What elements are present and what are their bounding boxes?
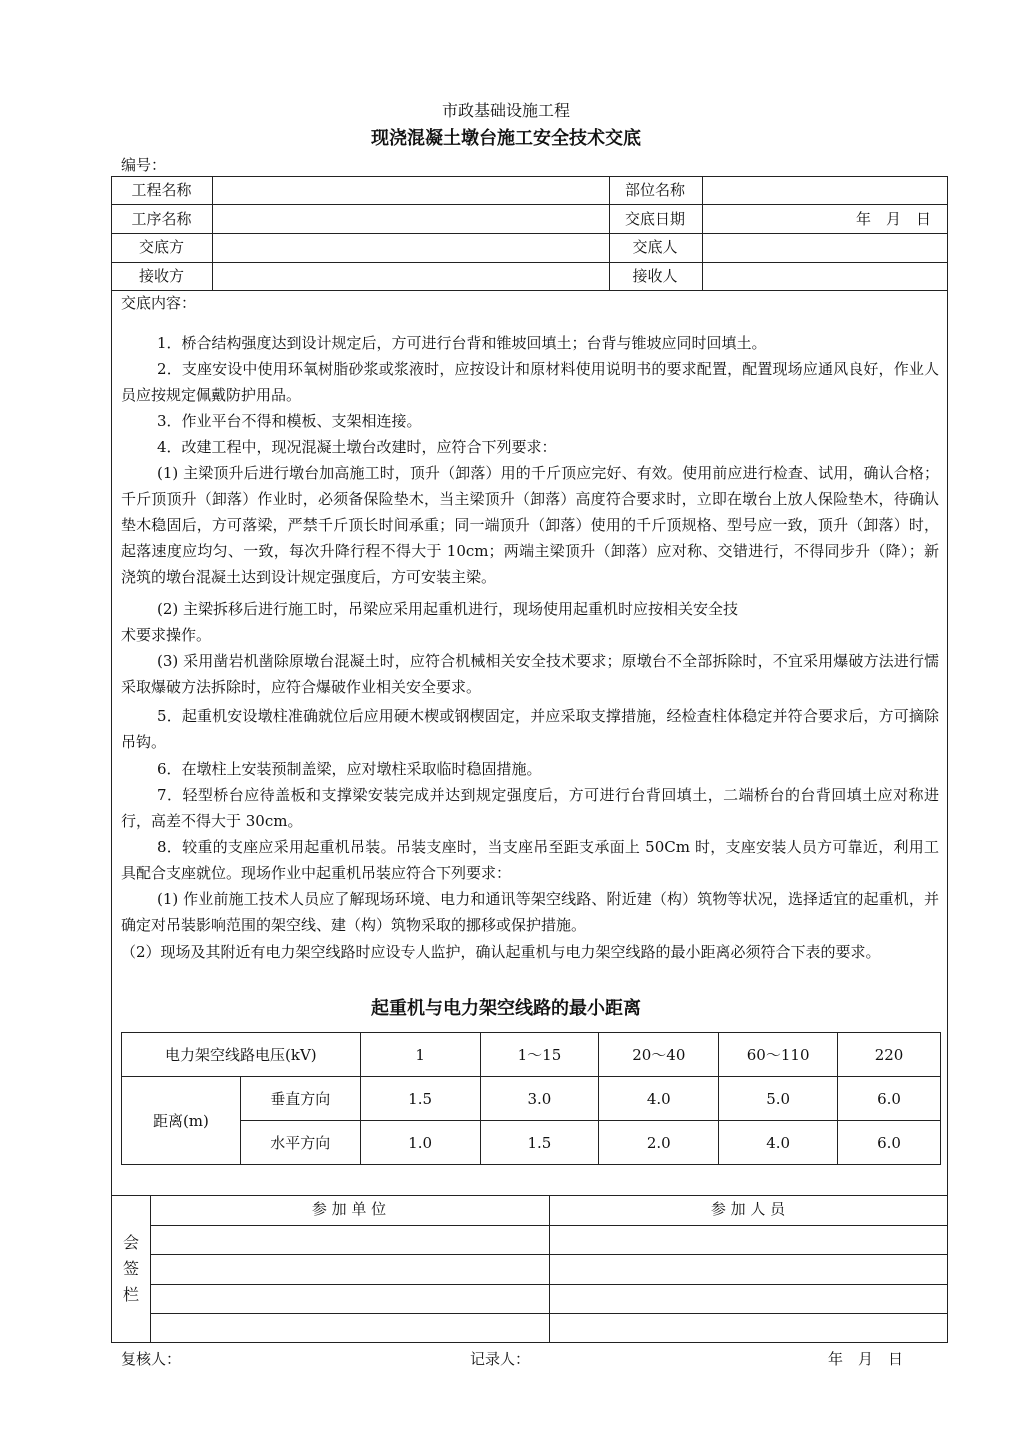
content-paragraph: 7．轻型桥台应待盖板和支撑梁安装完成并达到规定强度后，方可进行台背回填土，二端桥台的台背回填土应对称进行，高差不得大于 30cm。 — [121, 786, 939, 830]
process-name-label: 工序名称 — [131, 210, 192, 228]
horizontal-value: 1.5 — [480, 1121, 599, 1165]
voltage-cell: 1 — [360, 1033, 480, 1077]
content-paragraph: 4．改建工程中，现况混凝土墩台改建时，应符合下列要求： — [157, 438, 557, 456]
voltage-label: 电力架空线路电压(kV) — [122, 1033, 361, 1077]
content-paragraph: (1) 主梁顶升后进行墩台加高施工时，顶升（卸落）用的千斤顶应完好、有效。使用前应进行检查、试用，确认合格；千斤顶顶升（卸落）作业时，必须备保险垫木，当主梁顶升（卸落）高度符合要求时，立即在墩台上放人保险垫木，待确认垫木稳固后，方可落梁，严禁千斤顶长时间承重；同一端顶升（卸落）使用的千斤顶规格、型号应一致，顶升（卸落）时，起落速度应均匀、一致，每次升降行程不得大于 10cm；两端主梁顶升（卸落）应对称、交错进行，不得同步升（降）；新浇筑的墩台混凝土达到设计规定强度后，方可安装主梁。 — [121, 464, 939, 586]
signature-char: 会 — [122, 1233, 139, 1252]
voltage-cell: 1～15 — [480, 1033, 599, 1077]
horizontal-value: 6.0 — [838, 1121, 941, 1165]
part-name-label: 部位名称 — [624, 181, 685, 199]
footer-date: 年 月 日 — [828, 1350, 904, 1368]
voltage-cell: 20～40 — [599, 1033, 719, 1077]
vertical-value: 5.0 — [719, 1077, 838, 1121]
content-paragraph: 8．较重的支座应采用起重机吊装。吊装支座时，当支座吊至距支承面上 50Cm 时，支座安装人员方可靠近，利用工具配合支座就位。现场作业中起重机吊装应符合下列要求： — [121, 838, 939, 882]
distance-label: 距离(m) — [122, 1077, 241, 1165]
voltage-cell: 60～110 — [719, 1033, 838, 1077]
horizontal-label: 水平方向 — [240, 1121, 360, 1165]
distance-table-title: 起重机与电力架空线路的最小距离 — [371, 998, 641, 1019]
voltage-row — [122, 1033, 941, 1077]
issuer-label: 交底方 — [138, 238, 184, 256]
receiver-person-label: 接收人 — [632, 267, 678, 285]
reviewer-label: 复核人： — [121, 1350, 182, 1368]
vertical-value: 1.5 — [360, 1077, 480, 1121]
content-label: 交底内容： — [121, 294, 197, 312]
document-title: 现浇混凝土墩台施工安全技术交底 — [371, 128, 641, 149]
content-paragraph: 6．在墩柱上安装预制盖梁，应对墩柱采取临时稳固措施。 — [157, 760, 542, 778]
signature-char: 栏 — [122, 1285, 139, 1304]
person-header: 参 加 人 员 — [710, 1200, 786, 1218]
content-paragraph: 3．作业平台不得和模板、支架相连接。 — [157, 412, 422, 430]
vertical-row — [122, 1077, 941, 1121]
recorder-label: 记录人： — [470, 1350, 531, 1368]
unit-header: 参 加 单 位 — [311, 1200, 387, 1218]
issuer-person-label: 交底人 — [632, 238, 678, 256]
document-subtitle: 市政基础设施工程 — [441, 101, 570, 120]
content-paragraph: （2）现场及其附近有电力架空线路时应设专人监护，确认起重机与电力架空线路的最小距离必须符合下表的要求。 — [121, 943, 881, 961]
voltage-cell: 220 — [838, 1033, 941, 1077]
content-paragraph: 5．起重机安设墩柱准确就位后应用硬木楔或钢楔固定，并应采取支撑措施，经检查柱体稳定并符合要求后，方可摘除吊钩。 — [121, 707, 939, 751]
content-paragraph: (1) 作业前施工技术人员应了解现场环境、电力和通讯等架空线路、附近建（构）筑物等状况，选择适宜的起重机，并确定对吊装影响范围的架空线、建（构）筑物采取的挪移或保护措施。 — [121, 890, 939, 934]
serial-number-label: 编号： — [121, 156, 167, 174]
content-paragraph: 术要求操作。 — [121, 626, 212, 644]
signature-char: 签 — [122, 1259, 139, 1278]
receiver-label: 接收方 — [138, 267, 184, 285]
horizontal-row — [122, 1121, 941, 1165]
project-name-label: 工程名称 — [131, 181, 192, 199]
horizontal-value: 1.0 — [360, 1121, 480, 1165]
vertical-value: 6.0 — [838, 1077, 941, 1121]
vertical-value: 4.0 — [599, 1077, 719, 1121]
content-paragraph: (3) 采用凿岩机凿除原墩台混凝土时，应符合机械相关安全技术要求；原墩台不全部拆除时，不宜采用爆破方法进行懦采取爆破方法拆除时，应符合爆破作业相关安全要求。 — [121, 652, 939, 696]
distance-table — [121, 1032, 941, 1165]
content-paragraph: (2) 主梁拆移后进行施工时，吊梁应采用起重机进行，现场使用起重机时应按相关安全技 — [157, 600, 739, 618]
signature-column-label — [112, 1230, 150, 1308]
content-paragraph: 1．桥合结构强度达到设计规定后，方可进行台背和锥坡回填土；台背与锥坡应同时回填土。 — [157, 334, 767, 352]
date-label: 交底日期 — [624, 210, 685, 228]
content-paragraph: 2．支座安设中使用环氧树脂砂浆或浆液时，应按设计和原材料使用说明书的要求配置，配置现场应通风良好，作业人员应按规定佩戴防护用品。 — [121, 360, 939, 404]
horizontal-value: 4.0 — [719, 1121, 838, 1165]
horizontal-value: 2.0 — [599, 1121, 719, 1165]
date-value: 年 月 日 — [856, 210, 932, 228]
vertical-label: 垂直方向 — [240, 1077, 360, 1121]
vertical-value: 3.0 — [480, 1077, 599, 1121]
